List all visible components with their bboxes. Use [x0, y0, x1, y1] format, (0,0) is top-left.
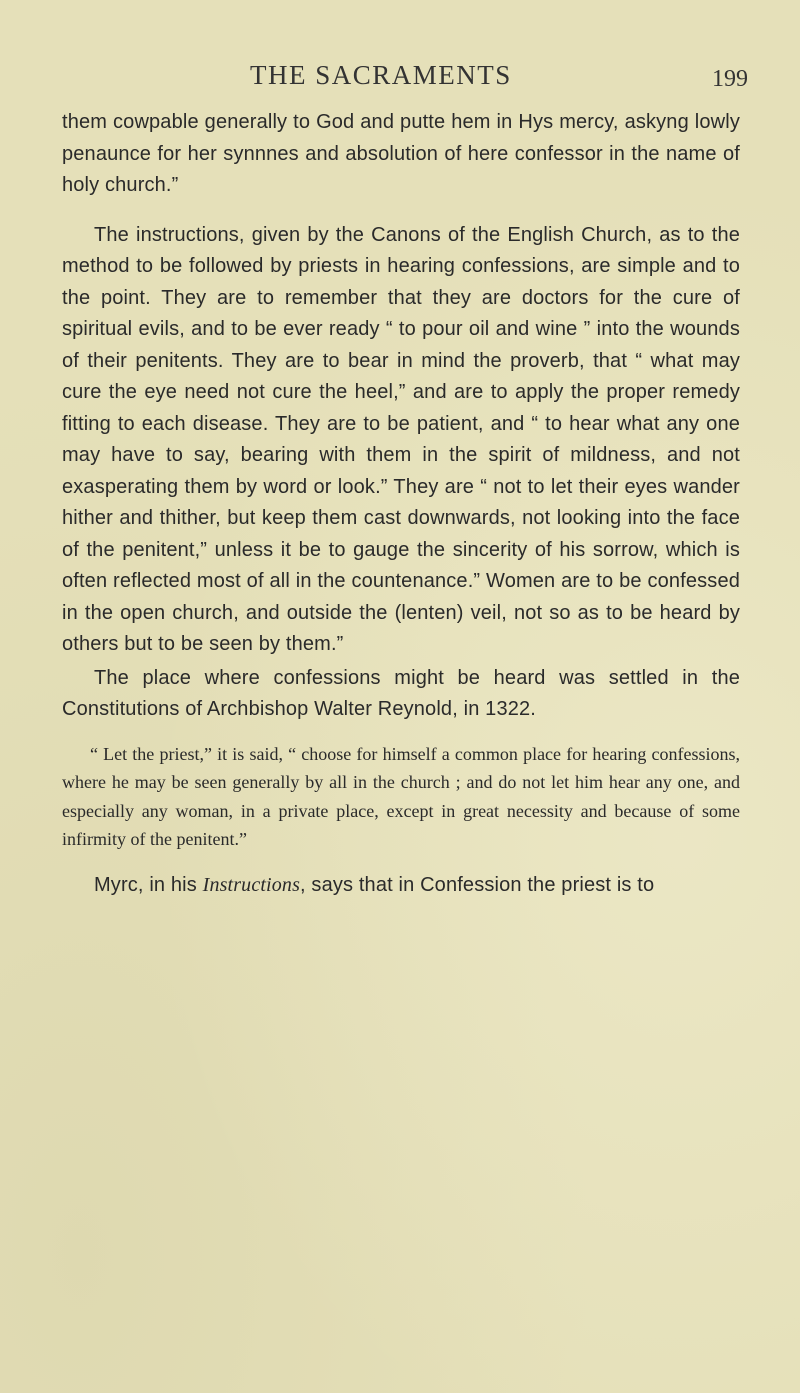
myrc-book-title: Instructions: [202, 873, 300, 896]
myrc-text-before: Myrc, in his: [94, 873, 203, 896]
paragraph-canons-instructions: The instructions, given by the Canons of the English Church, as to the method to be followed by priests in hearing confessions, are simple and to the point. They are to remember that they are doctors for the cure of spiritual evils, and to be ever ready “ to pour oil and wine ” into the wounds of their penitents. They are to bear in mind the proverb, that “ what may cure the eye need not cure the heel,” and are to apply the proper remedy fitting to each disease. They are to be patient, and “ to hear what any one may have to say, bearing with them in the spirit of mildness, and not exasperating them by word or look.” They are “ not to let their eyes wander hither and thither, but keep them cast downwards, not looking into the face of the penitent,” unless it be to gauge the sincerity of his sorrow, which is often reflected most of all in the countenance.” Women are to be confessed in the open church, and outside the (lenten) veil, not so as to be heard by others but to be seen by them.”: [62, 223, 740, 655]
page-number: 199: [712, 66, 748, 92]
running-head: [0, 60, 800, 100]
text-block: [62, 107, 740, 901]
paragraph-continuation: them cowpable generally to God and putte hem in Hys mercy, askyng lowly penaunce for her synnnes and absolution of here confessor in the name of holy church.”: [62, 111, 740, 196]
running-head-title: THE SACRAMENTS: [250, 60, 512, 90]
myrc-text-after: , says that in Confession the priest is to: [300, 873, 655, 896]
paragraph-confession-place: The place where confessions might be heard was settled in the Constitutions of Archbishop Walter Reynold, in 1322.: [62, 666, 740, 720]
paragraph-myrc: [62, 870, 740, 902]
block-quote-constitutions: “ Let the priest,” it is said, “ choose for himself a common place for hearing confessions, where he may be seen generally by all in the church ; and do not let him hear any one, and especially any woman, in a private place, except in great necessity and because of some infirmity of the penitent.”: [62, 743, 740, 849]
